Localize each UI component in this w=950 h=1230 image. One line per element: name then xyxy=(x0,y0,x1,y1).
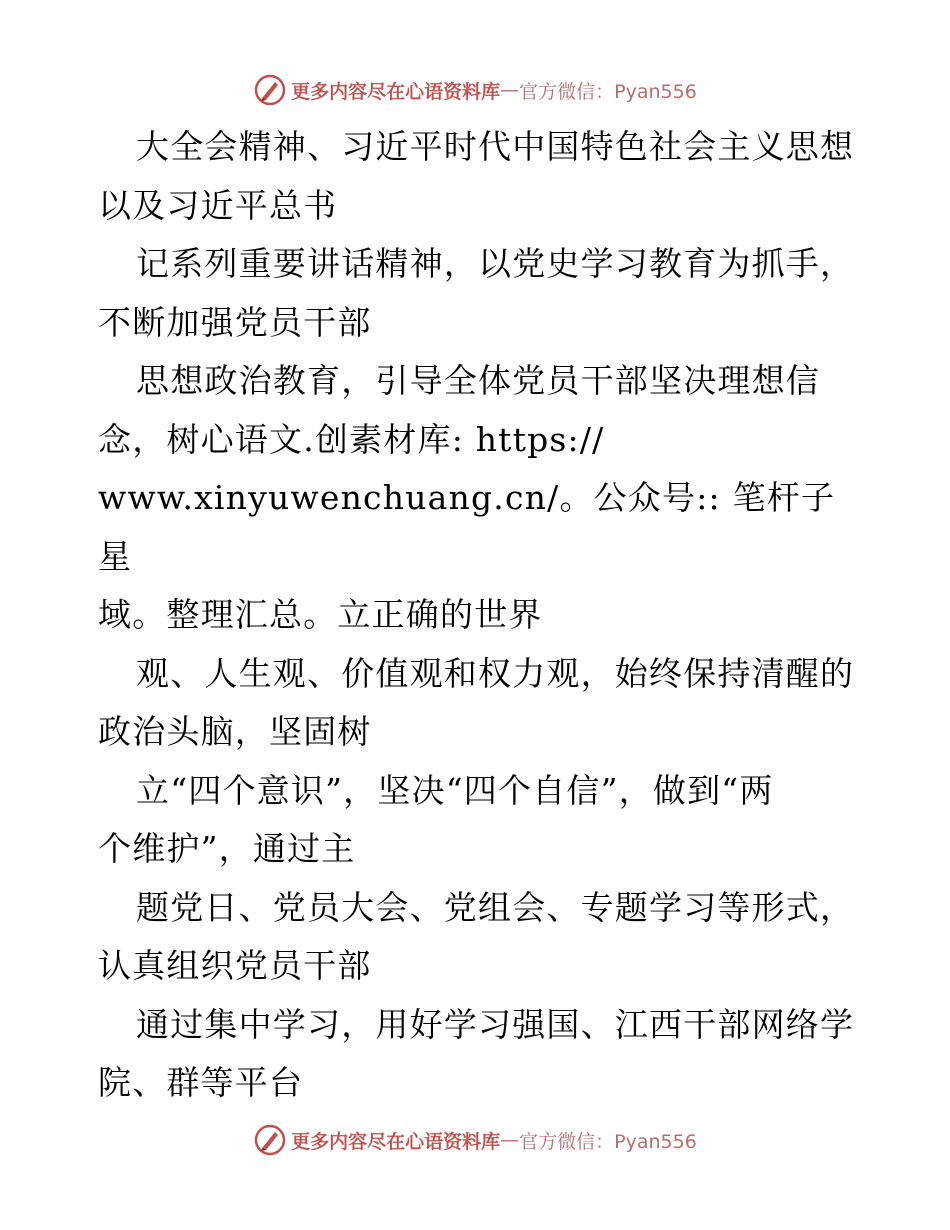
paragraph xyxy=(98,235,858,352)
text-line: 大全会精神、习近平时代中国特色社会主义思想 xyxy=(136,127,855,166)
text-line: 院、群等平台 xyxy=(98,1063,304,1102)
text-line: www.xinyuwenchuang.cn/。公众号:: 笔杆子星 xyxy=(98,478,836,576)
banner-wechat: 官方微信：Pyan556 xyxy=(519,80,697,103)
text-line: 政治头脑，坚固树 xyxy=(98,712,372,751)
text-line: 域。整理汇总。立正确的世界 xyxy=(98,595,543,634)
banner-lead: 更多内容尽在心语资料库 xyxy=(291,80,501,103)
text-line: 观、人生观、价值观和权力观，始终保持清醒的 xyxy=(136,653,855,693)
pen-logo-icon xyxy=(253,1123,287,1157)
text-line: 念，树心语文.创素材库: https:// xyxy=(98,419,605,459)
text-line: 记系列重要讲话精神，以党史学习教育为抓手， xyxy=(136,244,855,283)
text-line: 个维护”，通过主 xyxy=(98,829,356,868)
paragraph xyxy=(98,879,858,996)
banner-dash: — xyxy=(500,79,520,101)
text-line: 认真组织党员干部 xyxy=(98,946,372,985)
text-line: 立“四个意识”，坚决“四个自信”，做到“两 xyxy=(136,770,774,810)
paragraph xyxy=(98,762,858,879)
header-banner xyxy=(0,70,950,110)
text-line: 思想政治教育，引导全体党员干部坚决理想信 xyxy=(136,361,820,400)
banner-wechat: 官方微信：Pyan556 xyxy=(519,1130,697,1153)
paragraph xyxy=(98,996,858,1113)
document-body xyxy=(98,118,858,1113)
banner-dash: — xyxy=(500,1129,520,1151)
text-line: 以及习近平总书 xyxy=(98,185,338,225)
text-line: 通过集中学习，用好学习强国、江西干部网络学 xyxy=(136,1004,855,1044)
footer-banner xyxy=(0,1120,950,1160)
text-line: 不断加强党员干部 xyxy=(98,302,372,342)
banner-lead: 更多内容尽在心语资料库 xyxy=(291,1130,501,1153)
text-line: 题党日、党员大会、党组会、专题学习等形式， xyxy=(136,887,855,927)
paragraph xyxy=(98,645,858,762)
paragraph xyxy=(98,352,858,645)
paragraph xyxy=(98,118,858,235)
pen-logo-icon xyxy=(253,73,287,107)
